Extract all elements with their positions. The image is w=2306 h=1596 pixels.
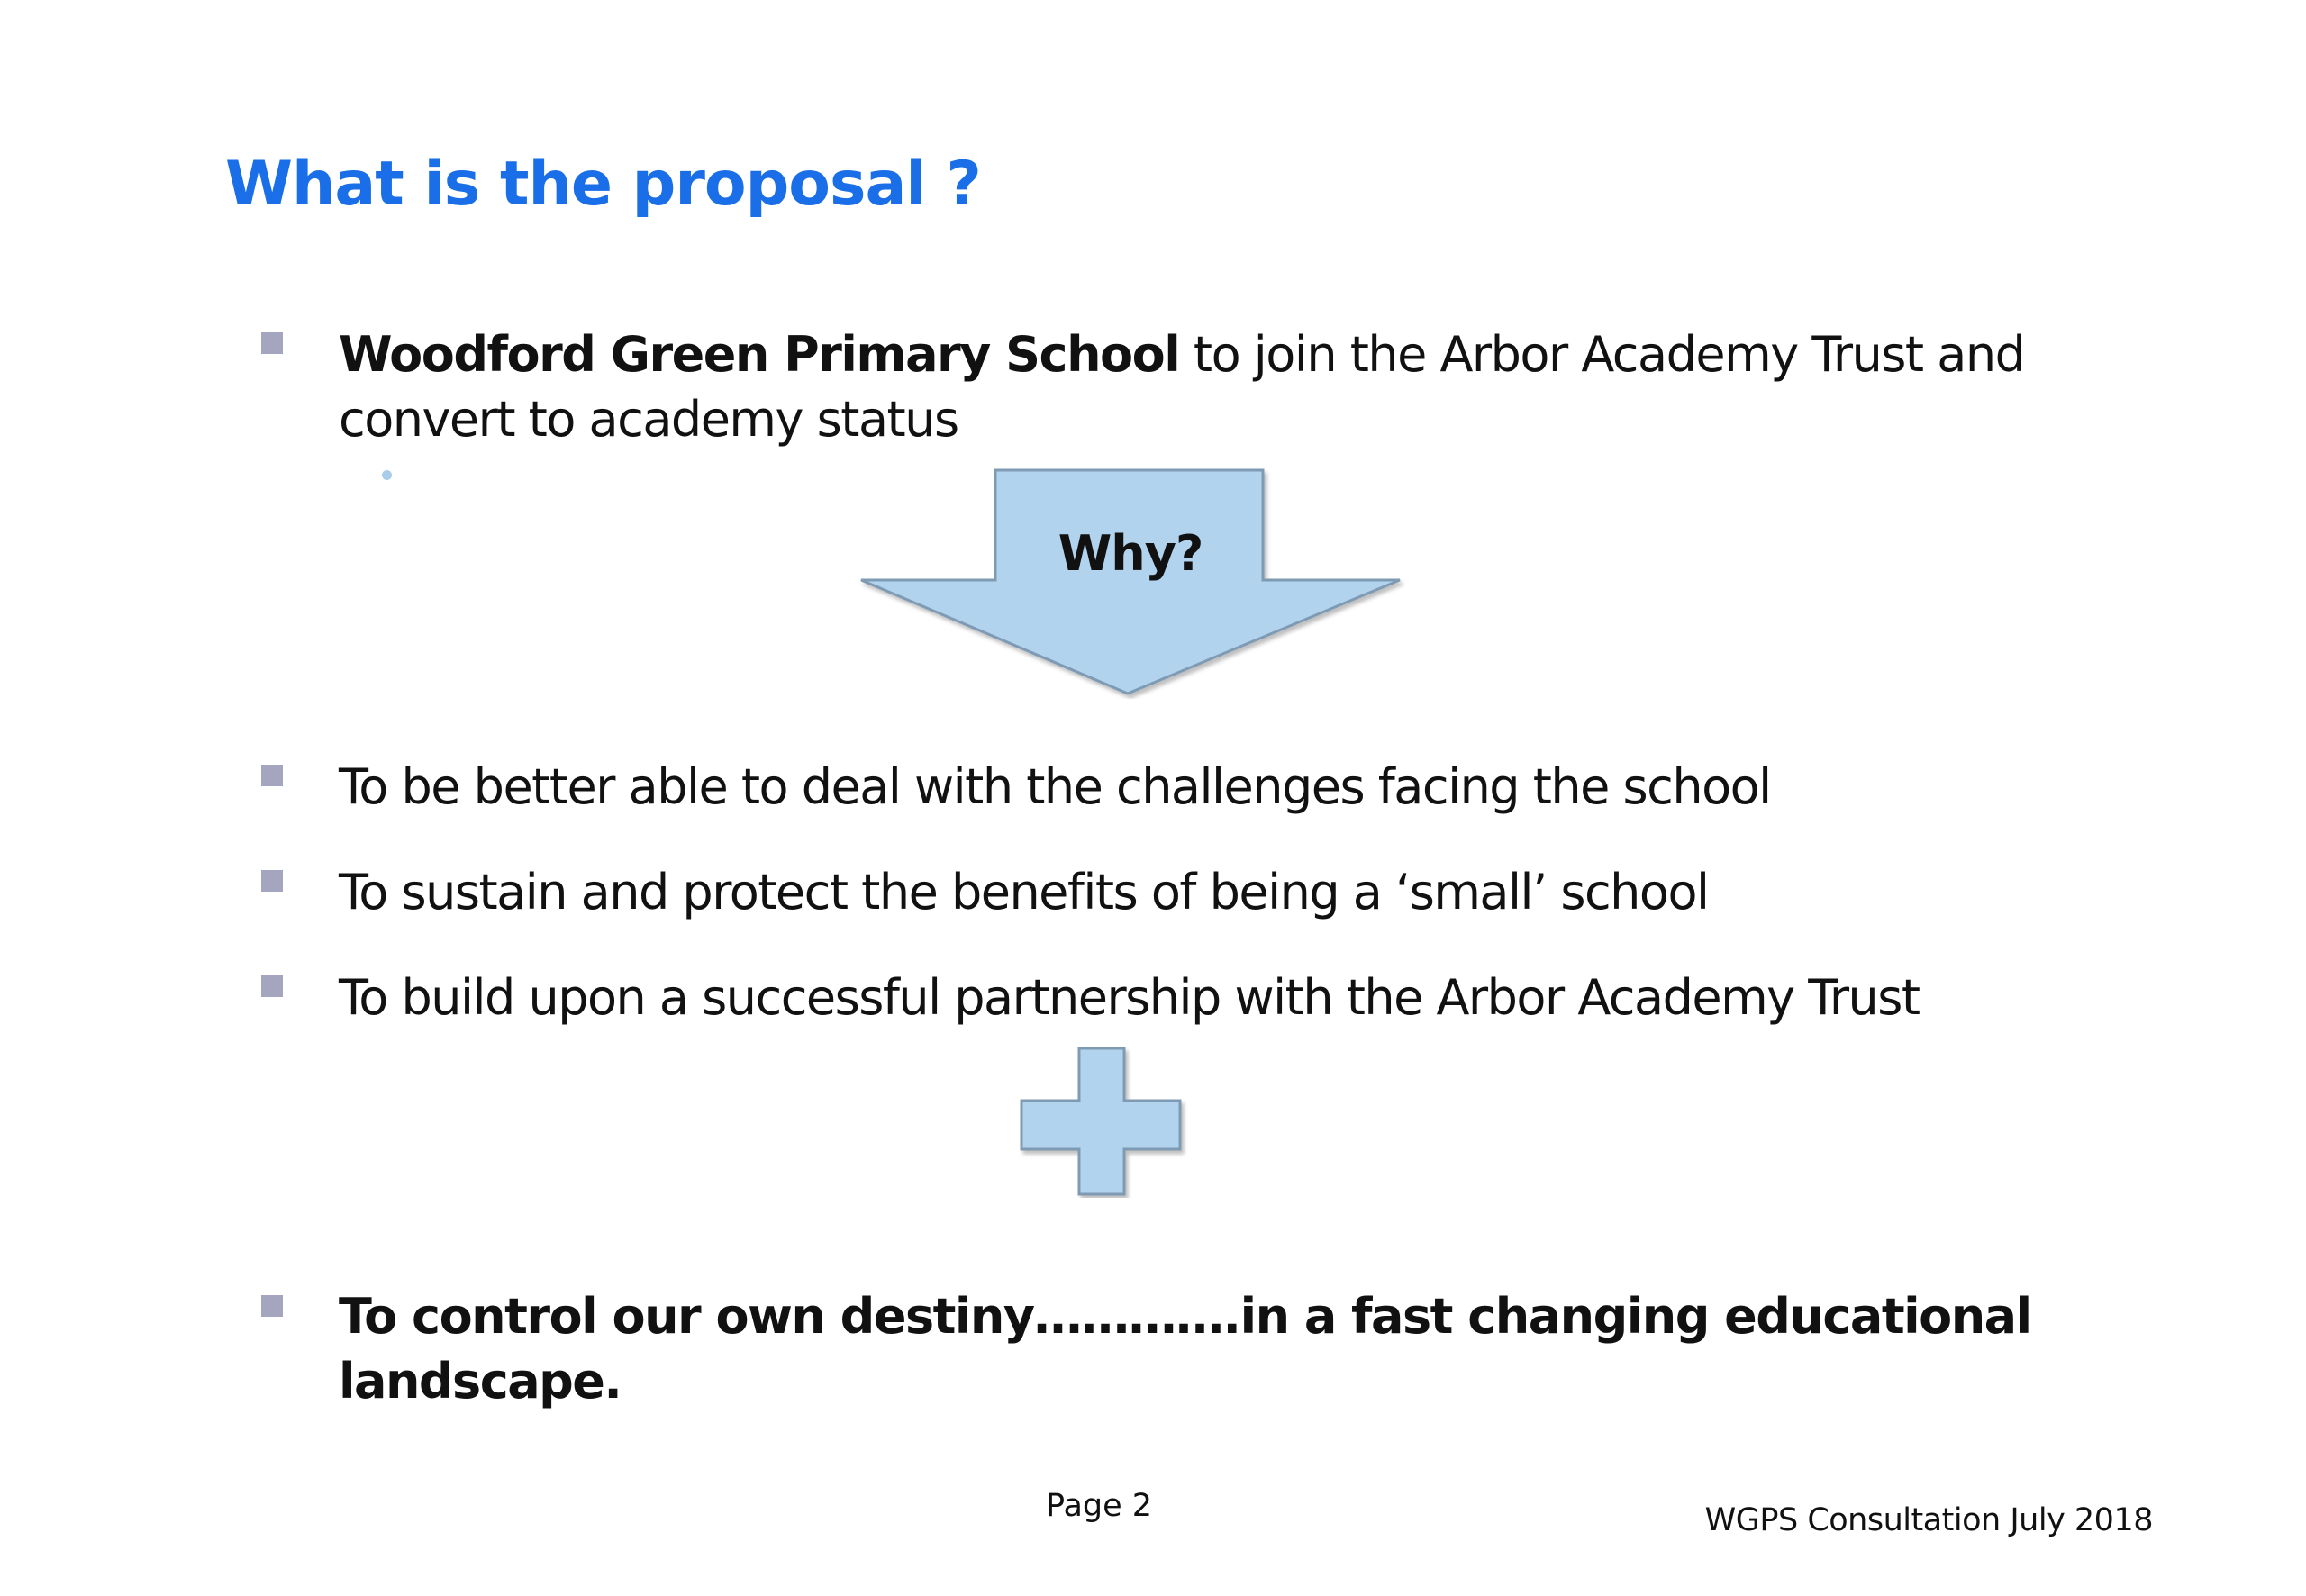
page-number: Page 2 [1045, 1488, 1153, 1524]
proposal-statement [339, 322, 2185, 452]
plus-icon [1016, 1045, 1187, 1198]
footer-note: WGPS Consultation July 2018 [1704, 1502, 2153, 1538]
bullet-square-icon [261, 870, 283, 892]
reason-item: To sustain and protect the benefits of being a ‘small’ school [339, 864, 1709, 920]
why-arrow [856, 467, 1405, 699]
plus-shape [1016, 1045, 1187, 1198]
school-name: Woodford Green Primary School [339, 326, 1180, 383]
conclusion-statement: To control our own destiny………….in a fast changing educational landscape. [339, 1288, 2031, 1410]
proposal-detail: to join the Arbor Academy Trust and convert to academy status [339, 326, 2025, 448]
reason-item: To build upon a successful partnership with the Arbor Academy Trust [339, 969, 1920, 1026]
reason-item: To be better able to deal with the challenges facing the school [339, 758, 1771, 815]
decorative-dot [382, 470, 392, 480]
down-arrow-icon [856, 467, 1405, 699]
arrow-label: Why? [1058, 525, 1203, 582]
bullet-square-icon [261, 332, 283, 354]
bullet-square-icon [261, 1295, 283, 1317]
bullet-square-icon [261, 765, 283, 786]
slide-title: What is the proposal ? [225, 149, 981, 220]
bullet-square-icon [261, 975, 283, 997]
